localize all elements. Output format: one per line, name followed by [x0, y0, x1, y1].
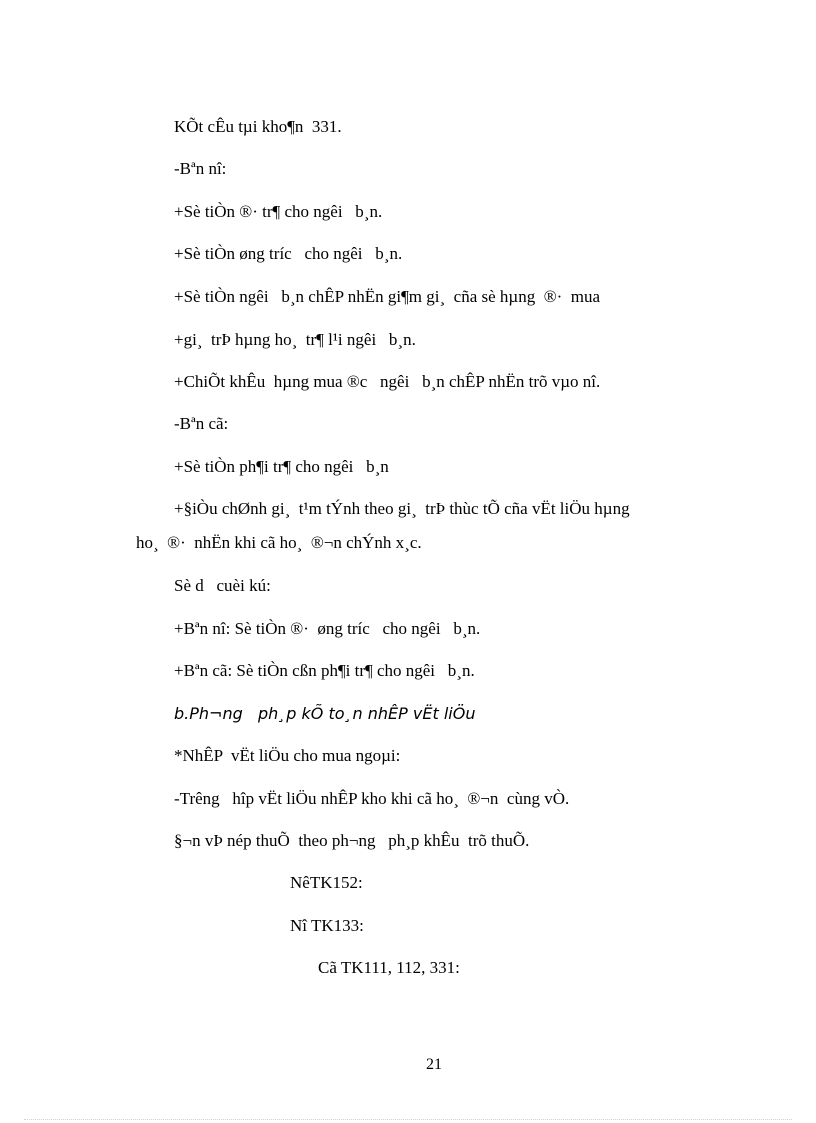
text-line-4: +Sè tiÒn øng tríc cho ngêi b¸n.: [174, 244, 403, 263]
text-line-11: ho¸ ®· nhËn khi cã ho¸ ®¬n chÝnh x¸c.: [136, 533, 422, 552]
text-line-14: +Bªn cã: Sè tiÒn cßn ph¶i tr¶ cho ngêi b¸n.: [174, 661, 475, 680]
entry-debit-133: Nî TK133:: [290, 916, 364, 935]
entry-credit-111-112-331: Cã TK111, 112, 331:: [318, 958, 460, 977]
page-number: 21: [426, 1056, 442, 1073]
text-line-1: KÕt cÊu tµi kho¶n 331.: [174, 117, 342, 136]
section-heading: b.Ph¬ng ph¸p kÕ to¸n nhÊP vËt liÖu: [174, 704, 476, 723]
text-line-2: -Bªn nî:: [174, 159, 227, 178]
entry-debit-152: NêTK152:: [290, 873, 363, 892]
text-line-10: +§iÒu chØnh gi¸ t¹m tÝnh theo gi¸ trÞ thùc tÕ cña vËt liÖu hµng: [174, 499, 630, 518]
text-line-3: +Sè tiÒn ®· tr¶ cho ngêi b¸n.: [174, 202, 383, 221]
text-line-5: +Sè tiÒn ngêi b¸n chÊP nhËn gi¶m gi¸ cña sè hµng ®· mua: [174, 287, 601, 306]
text-line-6: +gi¸ trÞ hµng ho¸ tr¶ l¹i ngêi b¸n.: [174, 330, 416, 349]
text-line-17: -Trêng hîp vËt liÖu nhÊP kho khi cã ho¸ ®¬n cùng vÒ.: [174, 789, 570, 808]
text-line-13: +Bªn nî: Sè tiÒn ®· øng tríc cho ngêi b¸n.: [174, 619, 481, 638]
text-line-16: *NhÊP vËt liÖu cho mua ngoµi:: [174, 746, 401, 765]
text-line-18: §¬n vÞ nép thuÕ theo ph¬ng ph¸p khÊu trõ thuÕ.: [174, 831, 530, 850]
text-line-8: -Bªn cã:: [174, 414, 229, 433]
footer-divider: [24, 1119, 792, 1120]
text-line-7: +ChiÕt khÊu hµng mua ®c ngêi b¸n chÊP nhËn trõ vµo nî.: [174, 372, 601, 391]
text-line-9: +Sè tiÒn ph¶i tr¶ cho ngêi b¸n: [174, 457, 389, 476]
text-line-12: Sè d cuèi kú:: [174, 576, 271, 595]
